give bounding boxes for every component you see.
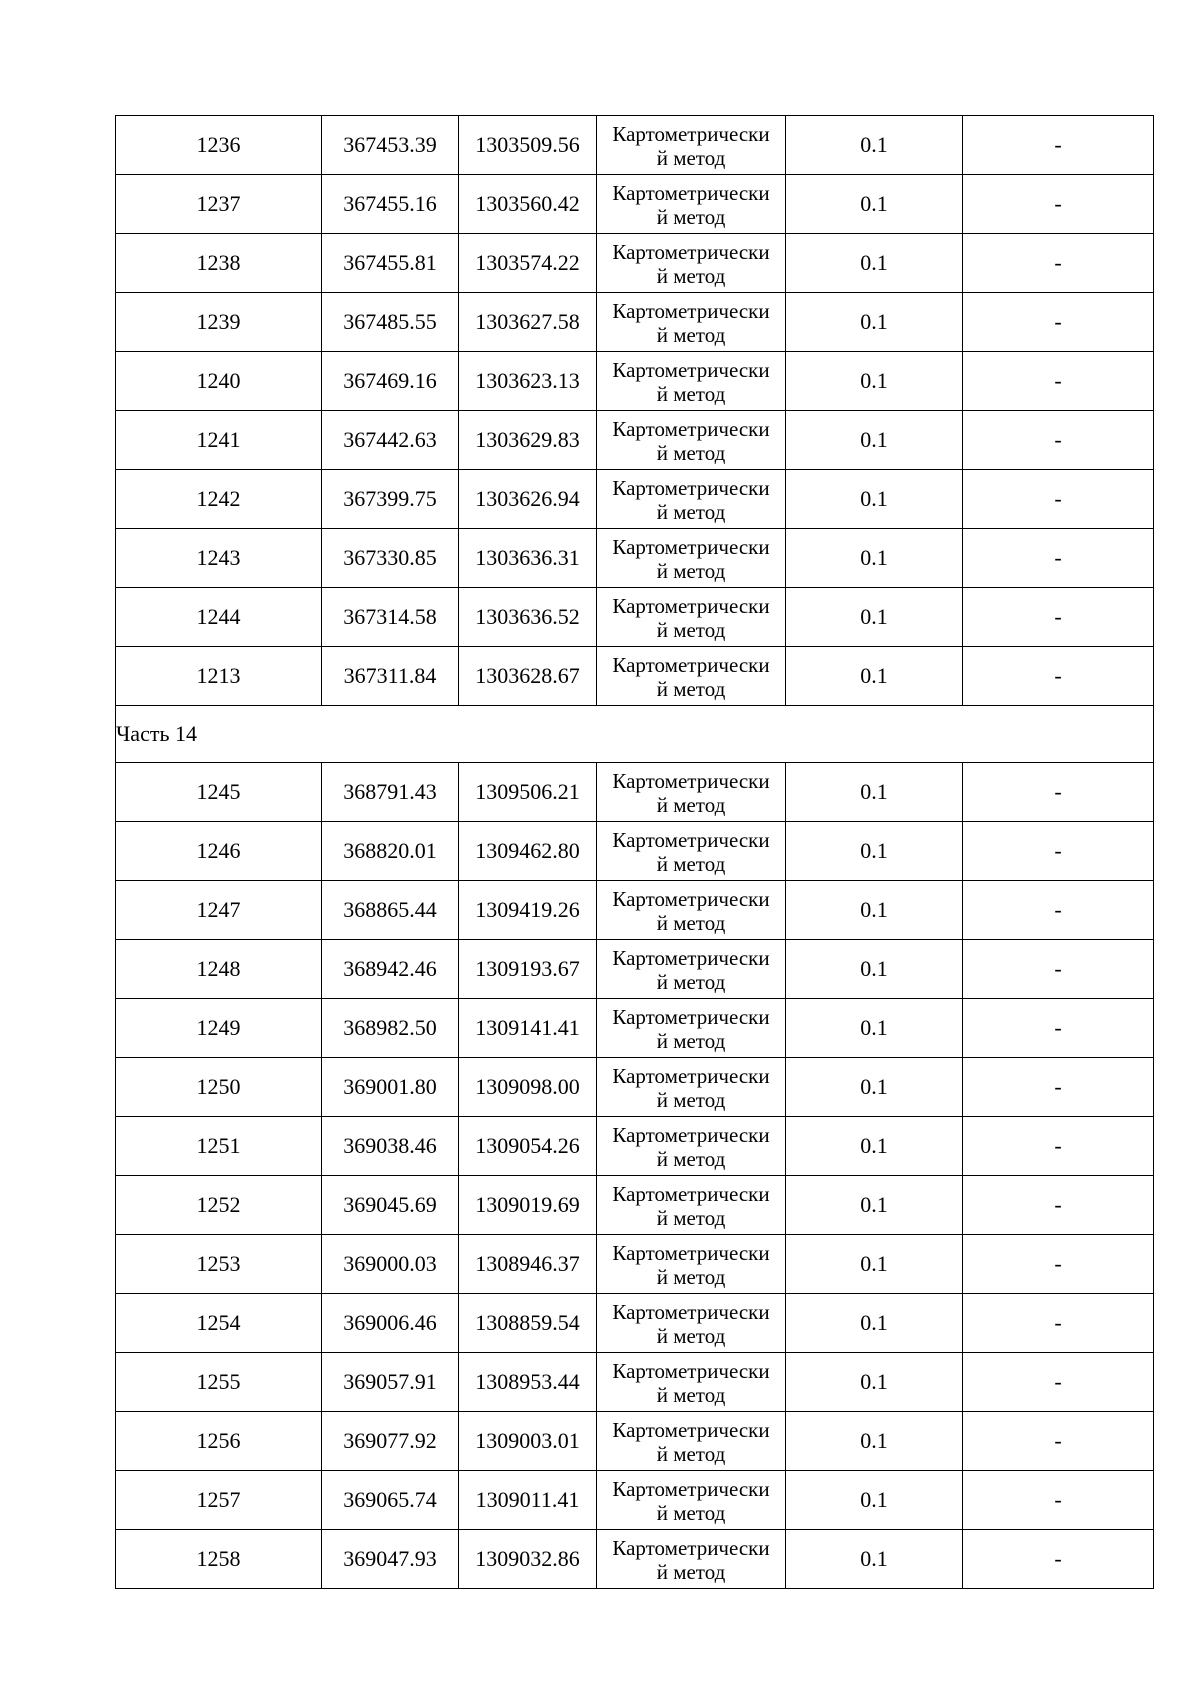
note-cell: - bbox=[963, 647, 1154, 706]
table-row bbox=[116, 1176, 1154, 1235]
coordinate-y-cell: 1303636.52 bbox=[459, 588, 597, 647]
method-line-2: й метод bbox=[656, 441, 726, 465]
method-line-1: Картометрически bbox=[612, 476, 770, 500]
accuracy-cell: 0.1 bbox=[786, 411, 963, 470]
method-line-1: Картометрически bbox=[612, 1241, 770, 1265]
table-row bbox=[116, 293, 1154, 352]
note-cell: - bbox=[963, 1353, 1154, 1412]
method-line-2: й метод bbox=[656, 323, 726, 347]
table-row bbox=[116, 116, 1154, 175]
point-number-cell: 1252 bbox=[116, 1176, 322, 1235]
coordinate-x-cell: 369038.46 bbox=[322, 1117, 459, 1176]
table-row bbox=[116, 470, 1154, 529]
note-cell: - bbox=[963, 116, 1154, 175]
coordinate-y-cell: 1309193.67 bbox=[459, 940, 597, 999]
method-line-1: Картометрически bbox=[612, 1477, 770, 1501]
point-number-cell: 1258 bbox=[116, 1530, 322, 1589]
point-number-cell: 1247 bbox=[116, 881, 322, 940]
point-number-cell: 1253 bbox=[116, 1235, 322, 1294]
method-line-2: й метод bbox=[656, 500, 726, 524]
coordinate-y-cell: 1303509.56 bbox=[459, 116, 597, 175]
coordinate-x-cell: 367314.58 bbox=[322, 588, 459, 647]
coordinate-y-cell: 1303628.67 bbox=[459, 647, 597, 706]
accuracy-cell: 0.1 bbox=[786, 1471, 963, 1530]
coordinate-x-cell: 367469.16 bbox=[322, 352, 459, 411]
coordinate-x-cell: 369077.92 bbox=[322, 1412, 459, 1471]
point-number-cell: 1213 bbox=[116, 647, 322, 706]
note-cell: - bbox=[963, 999, 1154, 1058]
method-cell bbox=[597, 234, 786, 293]
point-number-cell: 1239 bbox=[116, 293, 322, 352]
method-cell bbox=[597, 763, 786, 822]
point-number-cell: 1241 bbox=[116, 411, 322, 470]
method-cell bbox=[597, 411, 786, 470]
method-line-2: й метод bbox=[656, 1029, 726, 1053]
section-row bbox=[116, 706, 1154, 763]
coordinate-x-cell: 368865.44 bbox=[322, 881, 459, 940]
method-line-1: Картометрически bbox=[612, 1064, 770, 1088]
coordinate-y-cell: 1303636.31 bbox=[459, 529, 597, 588]
note-cell: - bbox=[963, 940, 1154, 999]
coordinate-x-cell: 368982.50 bbox=[322, 999, 459, 1058]
method-cell bbox=[597, 1058, 786, 1117]
coordinate-x-cell: 369001.80 bbox=[322, 1058, 459, 1117]
method-line-1: Картометрически bbox=[612, 240, 770, 264]
coordinate-y-cell: 1303560.42 bbox=[459, 175, 597, 234]
note-cell: - bbox=[963, 352, 1154, 411]
accuracy-cell: 0.1 bbox=[786, 1235, 963, 1294]
method-cell bbox=[597, 940, 786, 999]
coordinate-y-cell: 1303629.83 bbox=[459, 411, 597, 470]
coordinate-x-cell: 367311.84 bbox=[322, 647, 459, 706]
coordinate-x-cell: 367455.81 bbox=[322, 234, 459, 293]
coordinate-y-cell: 1303574.22 bbox=[459, 234, 597, 293]
note-cell: - bbox=[963, 1117, 1154, 1176]
accuracy-cell: 0.1 bbox=[786, 1353, 963, 1412]
method-line-2: й метод bbox=[656, 1147, 726, 1171]
method-cell bbox=[597, 352, 786, 411]
point-number-cell: 1243 bbox=[116, 529, 322, 588]
method-line-1: Картометрически bbox=[612, 1536, 770, 1560]
table-row bbox=[116, 411, 1154, 470]
method-line-1: Картометрически bbox=[612, 535, 770, 559]
accuracy-cell: 0.1 bbox=[786, 175, 963, 234]
method-line-2: й метод bbox=[656, 1442, 726, 1466]
method-line-2: й метод bbox=[656, 205, 726, 229]
coordinate-y-cell: 1308946.37 bbox=[459, 1235, 597, 1294]
accuracy-cell: 0.1 bbox=[786, 1117, 963, 1176]
coordinate-x-cell: 367485.55 bbox=[322, 293, 459, 352]
accuracy-cell: 0.1 bbox=[786, 1294, 963, 1353]
note-cell: - bbox=[963, 1058, 1154, 1117]
table-row bbox=[116, 588, 1154, 647]
coordinate-y-cell: 1309462.80 bbox=[459, 822, 597, 881]
note-cell: - bbox=[963, 470, 1154, 529]
point-number-cell: 1244 bbox=[116, 588, 322, 647]
note-cell: - bbox=[963, 1294, 1154, 1353]
accuracy-cell: 0.1 bbox=[786, 940, 963, 999]
table-row bbox=[116, 1353, 1154, 1412]
table-row bbox=[116, 763, 1154, 822]
table-row bbox=[116, 1412, 1154, 1471]
table-row bbox=[116, 999, 1154, 1058]
point-number-cell: 1245 bbox=[116, 763, 322, 822]
method-line-2: й метод bbox=[656, 1265, 726, 1289]
table-row bbox=[116, 1530, 1154, 1589]
point-number-cell: 1251 bbox=[116, 1117, 322, 1176]
table-row bbox=[116, 234, 1154, 293]
method-cell bbox=[597, 470, 786, 529]
method-cell bbox=[597, 999, 786, 1058]
accuracy-cell: 0.1 bbox=[786, 529, 963, 588]
point-number-cell: 1246 bbox=[116, 822, 322, 881]
method-cell bbox=[597, 116, 786, 175]
method-line-1: Картометрически bbox=[612, 887, 770, 911]
method-cell bbox=[597, 1235, 786, 1294]
note-cell: - bbox=[963, 1412, 1154, 1471]
table-row bbox=[116, 1294, 1154, 1353]
method-line-1: Картометрически bbox=[612, 653, 770, 677]
point-number-cell: 1242 bbox=[116, 470, 322, 529]
method-line-2: й метод bbox=[656, 1501, 726, 1525]
method-cell bbox=[597, 1294, 786, 1353]
method-line-2: й метод bbox=[656, 1088, 726, 1112]
accuracy-cell: 0.1 bbox=[786, 822, 963, 881]
method-cell bbox=[597, 1471, 786, 1530]
method-line-2: й метод bbox=[656, 1324, 726, 1348]
note-cell: - bbox=[963, 293, 1154, 352]
accuracy-cell: 0.1 bbox=[786, 352, 963, 411]
coordinate-y-cell: 1308953.44 bbox=[459, 1353, 597, 1412]
table-row bbox=[116, 647, 1154, 706]
section-label: Часть 14 bbox=[116, 706, 1154, 763]
table-row bbox=[116, 1471, 1154, 1530]
accuracy-cell: 0.1 bbox=[786, 1176, 963, 1235]
coordinate-x-cell: 368942.46 bbox=[322, 940, 459, 999]
method-cell bbox=[597, 293, 786, 352]
coordinate-x-cell: 367330.85 bbox=[322, 529, 459, 588]
table-row bbox=[116, 1117, 1154, 1176]
table-row bbox=[116, 881, 1154, 940]
note-cell: - bbox=[963, 763, 1154, 822]
method-line-2: й метод bbox=[656, 1383, 726, 1407]
table-row bbox=[116, 1235, 1154, 1294]
coordinate-x-cell: 369065.74 bbox=[322, 1471, 459, 1530]
note-cell: - bbox=[963, 411, 1154, 470]
accuracy-cell: 0.1 bbox=[786, 881, 963, 940]
note-cell: - bbox=[963, 881, 1154, 940]
coordinate-y-cell: 1309098.00 bbox=[459, 1058, 597, 1117]
method-line-2: й метод bbox=[656, 1206, 726, 1230]
method-line-1: Картометрически bbox=[612, 122, 770, 146]
note-cell: - bbox=[963, 1530, 1154, 1589]
coordinate-y-cell: 1309419.26 bbox=[459, 881, 597, 940]
method-cell bbox=[597, 647, 786, 706]
method-line-2: й метод bbox=[656, 146, 726, 170]
method-line-1: Картометрически bbox=[612, 299, 770, 323]
method-cell bbox=[597, 1117, 786, 1176]
coordinate-y-cell: 1309011.41 bbox=[459, 1471, 597, 1530]
coordinate-x-cell: 369006.46 bbox=[322, 1294, 459, 1353]
note-cell: - bbox=[963, 234, 1154, 293]
point-number-cell: 1255 bbox=[116, 1353, 322, 1412]
accuracy-cell: 0.1 bbox=[786, 234, 963, 293]
point-number-cell: 1257 bbox=[116, 1471, 322, 1530]
method-cell bbox=[597, 175, 786, 234]
method-line-2: й метод bbox=[656, 970, 726, 994]
coordinate-y-cell: 1309506.21 bbox=[459, 763, 597, 822]
point-number-cell: 1236 bbox=[116, 116, 322, 175]
point-number-cell: 1240 bbox=[116, 352, 322, 411]
note-cell: - bbox=[963, 1235, 1154, 1294]
coordinate-x-cell: 367399.75 bbox=[322, 470, 459, 529]
table-row bbox=[116, 352, 1154, 411]
coordinate-y-cell: 1309003.01 bbox=[459, 1412, 597, 1471]
method-cell bbox=[597, 1412, 786, 1471]
note-cell: - bbox=[963, 1471, 1154, 1530]
method-line-2: й метод bbox=[656, 618, 726, 642]
point-number-cell: 1256 bbox=[116, 1412, 322, 1471]
note-cell: - bbox=[963, 529, 1154, 588]
coordinate-x-cell: 367455.16 bbox=[322, 175, 459, 234]
method-line-1: Картометрически bbox=[612, 946, 770, 970]
coordinate-y-cell: 1309032.86 bbox=[459, 1530, 597, 1589]
coordinate-x-cell: 369000.03 bbox=[322, 1235, 459, 1294]
method-cell bbox=[597, 881, 786, 940]
coordinate-x-cell: 369057.91 bbox=[322, 1353, 459, 1412]
coordinate-x-cell: 369045.69 bbox=[322, 1176, 459, 1235]
method-cell bbox=[597, 1353, 786, 1412]
table-row bbox=[116, 940, 1154, 999]
point-number-cell: 1237 bbox=[116, 175, 322, 234]
point-number-cell: 1238 bbox=[116, 234, 322, 293]
coordinate-x-cell: 367453.39 bbox=[322, 116, 459, 175]
method-line-1: Картометрически bbox=[612, 594, 770, 618]
accuracy-cell: 0.1 bbox=[786, 1412, 963, 1471]
coordinate-x-cell: 367442.63 bbox=[322, 411, 459, 470]
method-line-2: й метод bbox=[656, 911, 726, 935]
accuracy-cell: 0.1 bbox=[786, 647, 963, 706]
coordinate-y-cell: 1309019.69 bbox=[459, 1176, 597, 1235]
method-line-2: й метод bbox=[656, 677, 726, 701]
note-cell: - bbox=[963, 588, 1154, 647]
method-line-1: Картометрически bbox=[612, 1123, 770, 1147]
coordinate-x-cell: 368791.43 bbox=[322, 763, 459, 822]
method-cell bbox=[597, 1176, 786, 1235]
accuracy-cell: 0.1 bbox=[786, 1058, 963, 1117]
coordinate-y-cell: 1309054.26 bbox=[459, 1117, 597, 1176]
accuracy-cell: 0.1 bbox=[786, 293, 963, 352]
method-cell bbox=[597, 1530, 786, 1589]
method-line-1: Картометрически bbox=[612, 358, 770, 382]
accuracy-cell: 0.1 bbox=[786, 588, 963, 647]
method-cell bbox=[597, 529, 786, 588]
table-row bbox=[116, 529, 1154, 588]
accuracy-cell: 0.1 bbox=[786, 116, 963, 175]
method-line-1: Картометрически bbox=[612, 769, 770, 793]
method-line-2: й метод bbox=[656, 1560, 726, 1584]
method-line-1: Картометрически bbox=[612, 1182, 770, 1206]
method-line-1: Картометрически bbox=[612, 1418, 770, 1442]
note-cell: - bbox=[963, 175, 1154, 234]
coordinate-x-cell: 368820.01 bbox=[322, 822, 459, 881]
coordinates-table-body bbox=[116, 116, 1154, 1589]
coordinate-y-cell: 1308859.54 bbox=[459, 1294, 597, 1353]
method-line-1: Картометрически bbox=[612, 1005, 770, 1029]
accuracy-cell: 0.1 bbox=[786, 999, 963, 1058]
method-line-2: й метод bbox=[656, 382, 726, 406]
method-line-1: Картометрически bbox=[612, 828, 770, 852]
accuracy-cell: 0.1 bbox=[786, 763, 963, 822]
coordinate-x-cell: 369047.93 bbox=[322, 1530, 459, 1589]
note-cell: - bbox=[963, 822, 1154, 881]
point-number-cell: 1248 bbox=[116, 940, 322, 999]
table-row bbox=[116, 175, 1154, 234]
coordinates-table bbox=[115, 115, 1154, 1589]
method-line-1: Картометрически bbox=[612, 1300, 770, 1324]
method-line-2: й метод bbox=[656, 559, 726, 583]
note-cell: - bbox=[963, 1176, 1154, 1235]
coordinate-y-cell: 1303623.13 bbox=[459, 352, 597, 411]
method-line-2: й метод bbox=[656, 852, 726, 876]
accuracy-cell: 0.1 bbox=[786, 1530, 963, 1589]
coordinate-y-cell: 1303626.94 bbox=[459, 470, 597, 529]
method-cell bbox=[597, 588, 786, 647]
point-number-cell: 1250 bbox=[116, 1058, 322, 1117]
method-line-1: Картометрически bbox=[612, 417, 770, 441]
coordinate-y-cell: 1303627.58 bbox=[459, 293, 597, 352]
method-cell bbox=[597, 822, 786, 881]
point-number-cell: 1249 bbox=[116, 999, 322, 1058]
method-line-2: й метод bbox=[656, 264, 726, 288]
coordinate-y-cell: 1309141.41 bbox=[459, 999, 597, 1058]
point-number-cell: 1254 bbox=[116, 1294, 322, 1353]
method-line-2: й метод bbox=[656, 793, 726, 817]
method-line-1: Картометрически bbox=[612, 181, 770, 205]
method-line-1: Картометрически bbox=[612, 1359, 770, 1383]
table-row bbox=[116, 1058, 1154, 1117]
accuracy-cell: 0.1 bbox=[786, 470, 963, 529]
table-row bbox=[116, 822, 1154, 881]
